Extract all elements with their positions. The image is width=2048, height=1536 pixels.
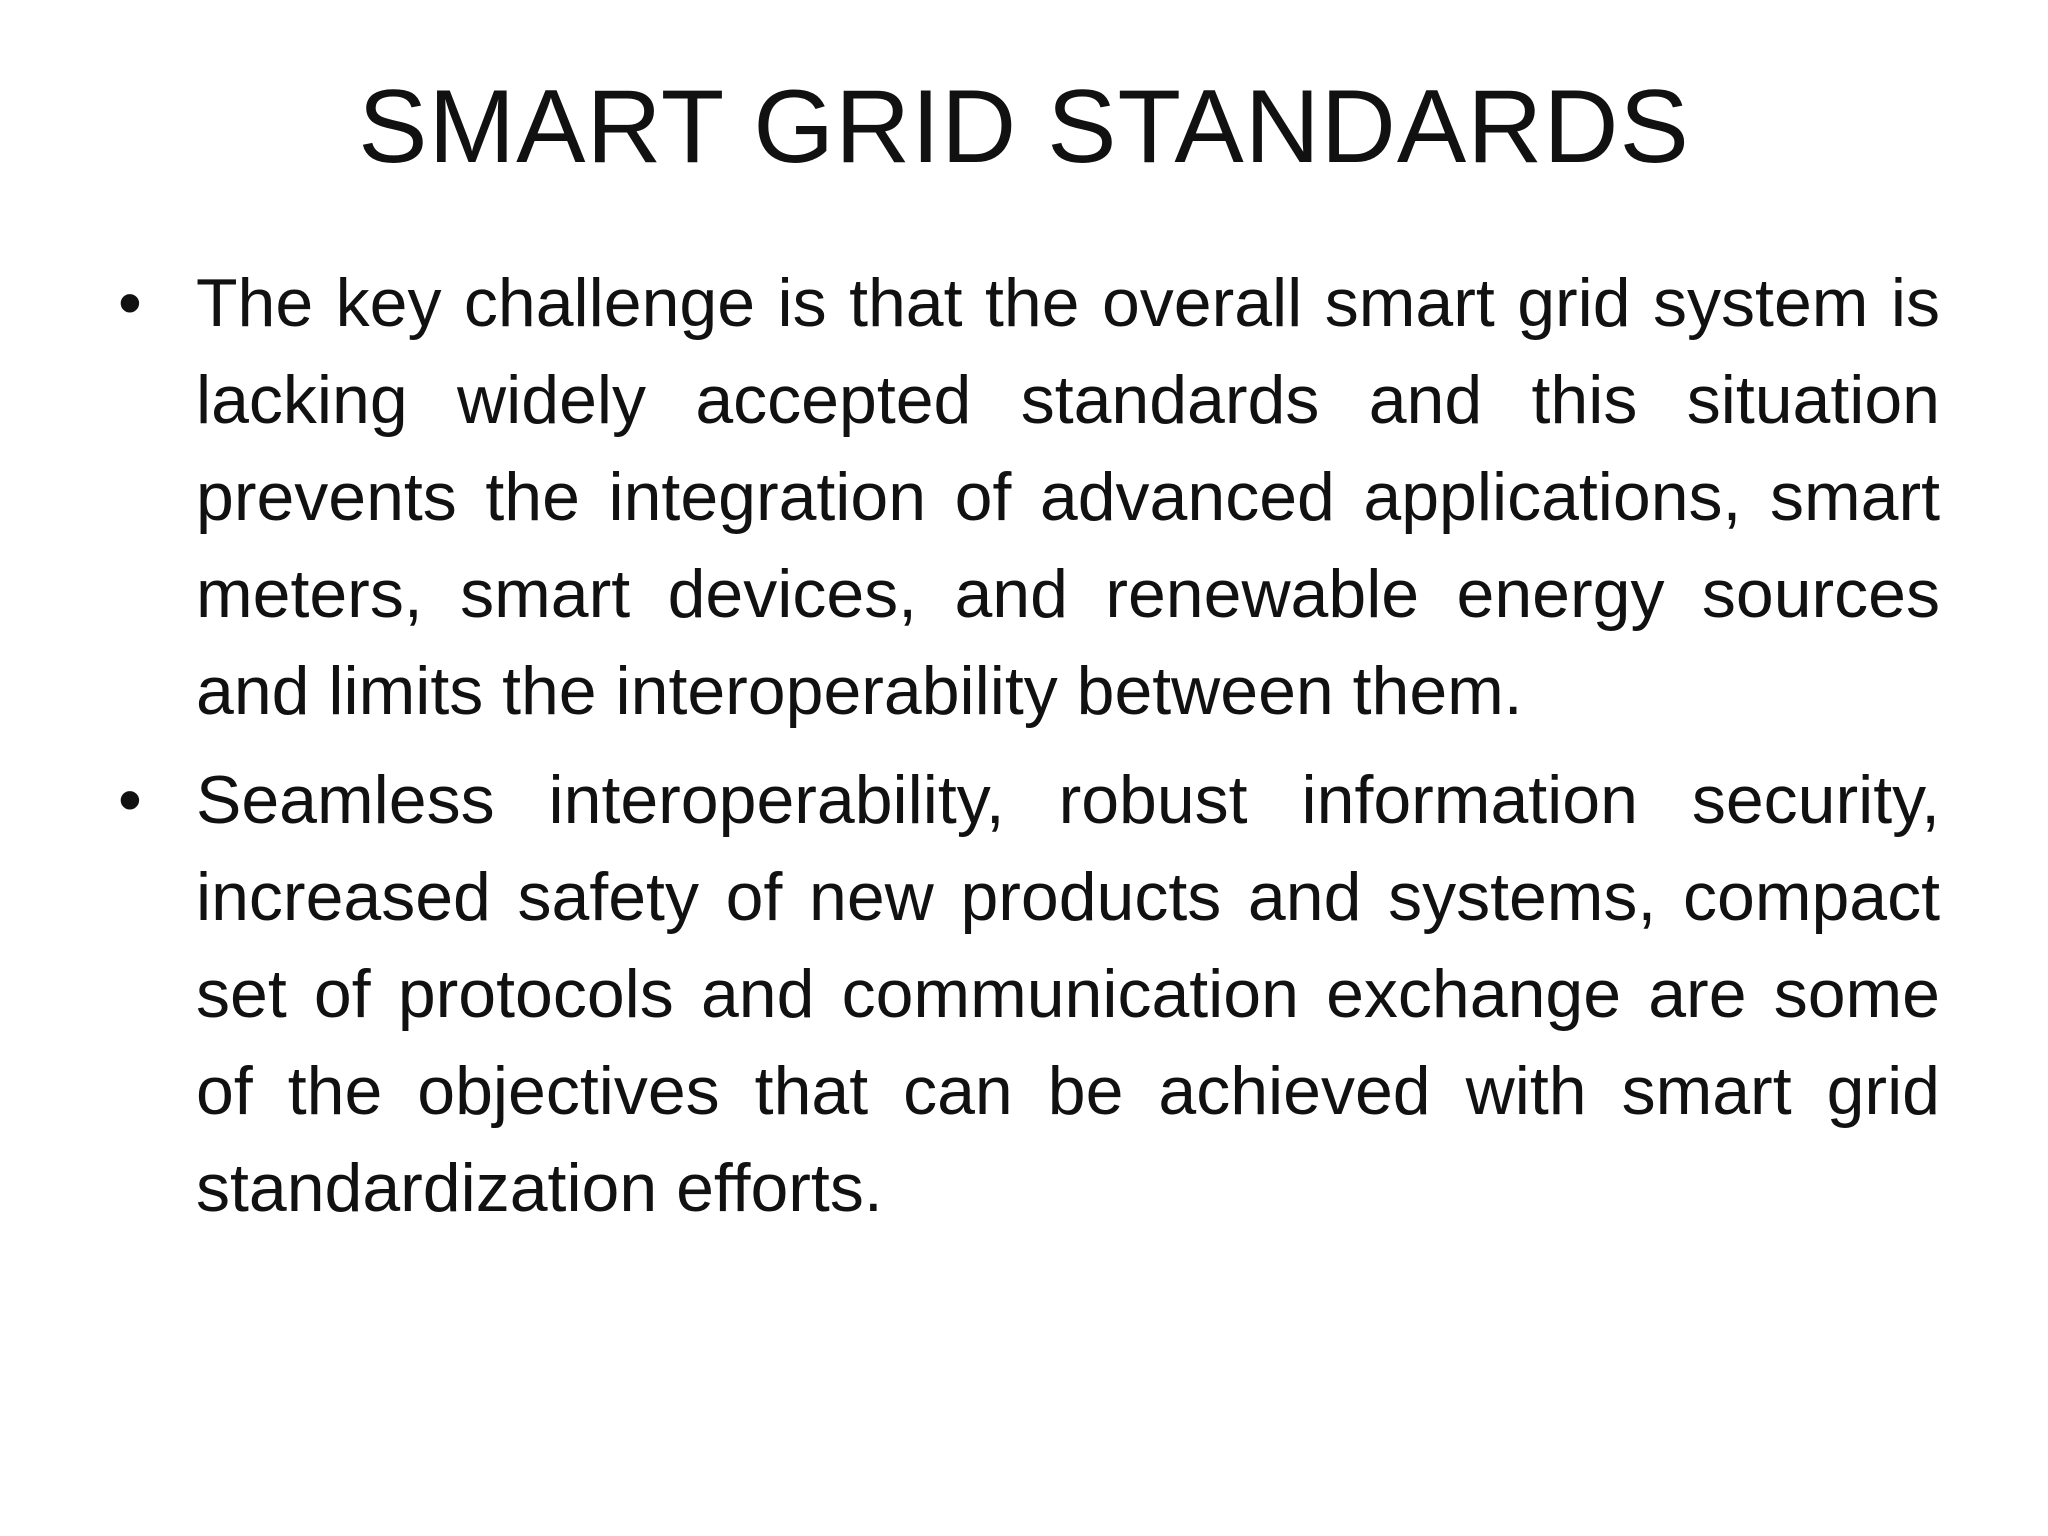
bullet-item: [118, 255, 1940, 740]
bullet-icon: •: [118, 265, 142, 341]
slide-title: SMART GRID STANDARDS: [358, 69, 1690, 185]
bullet-icon: •: [118, 762, 142, 838]
bullet-list: [118, 255, 1940, 1249]
bullet-text: The key challenge is that the overall smart grid system is lacking widely accepted standards and this situation prevents the integration of advanced applications, smart meters, smart devices, and renewable energy sources and limits the interoperability between them.: [196, 265, 1940, 729]
bullet-text: Seamless interoperability, robust information security, increased safety of new products and systems, compact set of protocols and communication exchange are some of the objectives that can be achieved with smart grid standardization efforts.: [196, 762, 1940, 1226]
bullet-item: [118, 752, 1940, 1237]
